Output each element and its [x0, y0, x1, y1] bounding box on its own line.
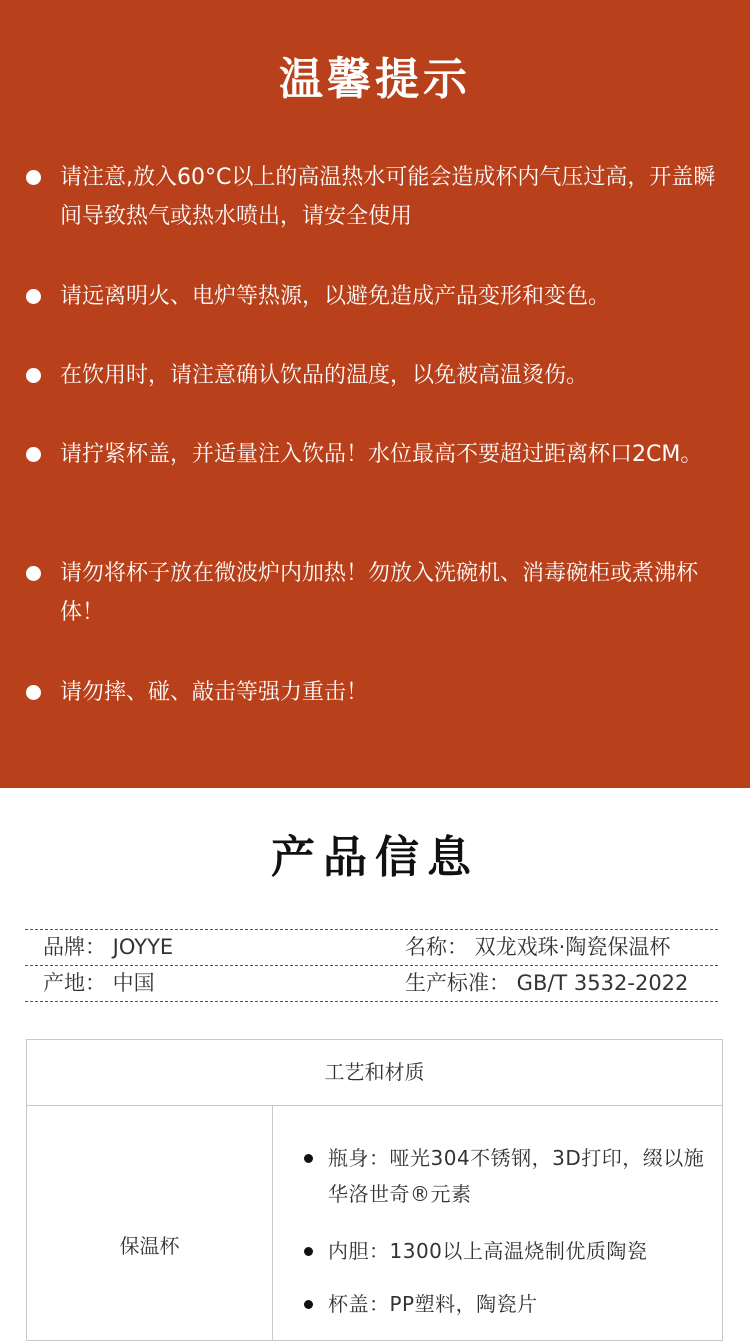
product-cell [27, 1106, 273, 1340]
tip-item-4: 请拧紧杯盖，并适量注入饮品！水位最高不要超过距离杯口2CM。 [60, 435, 728, 474]
tip-item-5: 请勿将杯子放在微波炉内加热！勿放入洗碗机、消毒碗柜或煮沸杯体！ [60, 554, 728, 632]
materials-header: 工艺和材质 [27, 1040, 722, 1106]
product-name-field: 名称： 双龙戏珠·陶瓷保温杯 [405, 935, 671, 959]
divider [25, 965, 718, 966]
standard-field: 生产标准： GB/T 3532-2022 [405, 971, 689, 995]
material-item: 瓶身：哑光304不锈钢，3D打印，缀以施华洛世奇®元素 [328, 1140, 718, 1212]
origin-field: 产地： 中国 [43, 971, 155, 995]
tip-item-3: 在饮用时，请注意确认饮品的温度，以免被高温烫伤。 [60, 356, 728, 395]
brand-field: 品牌： JOYYE [43, 935, 174, 959]
material-item: 内胆：1300以上高温烧制优质陶瓷 [328, 1233, 718, 1269]
tip-item-6: 请勿摔、碰、敲击等强力重击！ [60, 673, 728, 712]
divider [25, 1001, 718, 1002]
product-info-title: 产品信息 [271, 832, 479, 883]
material-item: 杯盖：PP塑料，陶瓷片 [328, 1286, 718, 1322]
tip-item-1: 请注意,放入60°C以上的高温热水可能会造成杯内气压过高，开盖瞬间导致热气或热水喷出，请安全使用 [60, 158, 728, 236]
tips-title: 温馨提示 [279, 54, 471, 105]
materials-table [26, 1039, 723, 1341]
divider [25, 929, 718, 930]
tip-item-2: 请远离明火、电炉等热源，以避免造成产品变形和变色。 [60, 277, 728, 316]
product-label: 保温杯 [119, 1234, 180, 1258]
